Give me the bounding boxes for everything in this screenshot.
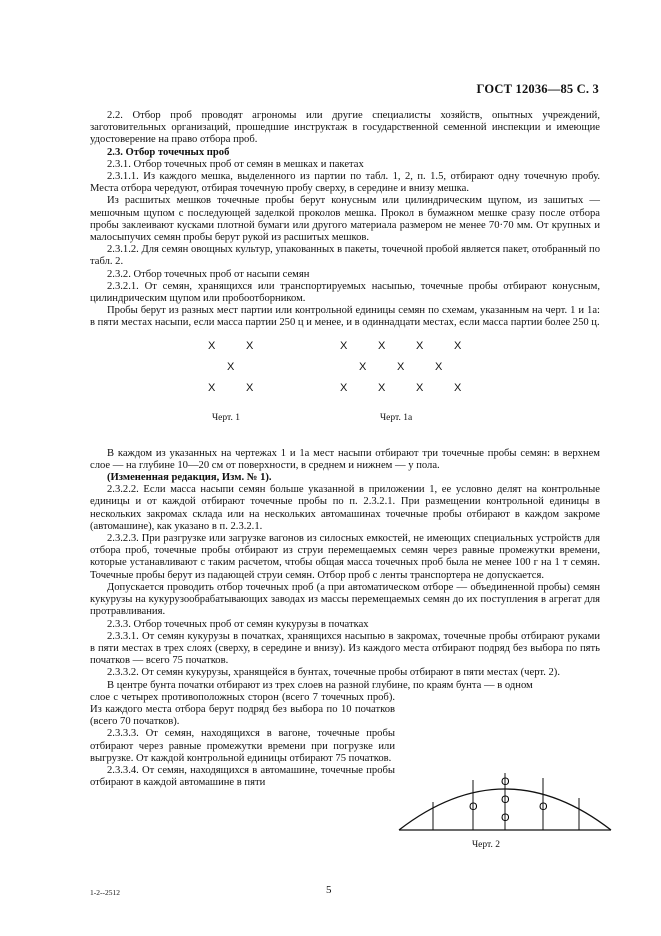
paragraph: В центре бунта початки отбирают из трех слоев на разной глубине, по краям бунта — в одном [107, 679, 533, 691]
paragraph: В каждом из указанных на чертежах 1 и 1а мест насыпи отбирают три точечные пробы семян: в верхнем слое — на глубине 10—20 см от поверхности, в среднем и нижнем — у пола. [90, 447, 600, 471]
sample-point-mark: X [340, 381, 348, 394]
sample-point-mark: X [208, 381, 216, 394]
sample-point-mark: O [501, 812, 510, 824]
sample-point-mark: O [501, 776, 510, 788]
sample-point-mark: X [227, 360, 235, 373]
paragraph: Допускается проводить отбор точечных проб (а при автоматическом отборе — объединенной пробы) семян кукурузы на кукурузообрабатывающих заводах из массы перемещаемых семян до их поступления в агрегат для протравливания. [90, 581, 600, 618]
print-code: 1-2--2512 [90, 888, 120, 897]
sample-point-mark: X [208, 339, 216, 352]
paragraph: 2.3.2.1. От семян, хранящихся или транспортируемых насыпью, точечные пробы отбирают конусным, цилиндрическим щупом или пробоотборником. [90, 280, 600, 305]
page-number: 5 [326, 884, 332, 896]
paragraph: 2.3.1.1. Из каждого мешка, выделенного из партии по табл. 1, 2, п. 1.5, отбирают одну точечную пробу. Места отбора чередуют, отбирая точечную пробу сверху, в середине и внизу мешка. [90, 171, 600, 195]
sample-point-mark: X [246, 339, 254, 352]
figure-2-caption: Черт. 2 [472, 840, 500, 850]
paragraph: 2.3.2. Отбор точечных проб от насыпи семян [107, 268, 310, 280]
page-header: ГОСТ 12036—85 С. 3 [476, 82, 599, 96]
paragraphs-wrapped [90, 692, 395, 790]
sample-point-mark: X [340, 339, 348, 352]
sample-point-mark: X [378, 381, 386, 394]
sample-point-mark: X [416, 339, 424, 352]
sample-point-mark: X [397, 360, 405, 373]
sample-point-mark: X [416, 381, 424, 394]
paragraph: 2.3. Отбор точечных проб [107, 146, 230, 158]
paragraphs-middle [90, 448, 600, 692]
sample-point-mark: O [469, 801, 478, 813]
paragraph: Из расшитых мешков точечные пробы берут конусным или цилиндрическим щупом, из зашитых — мешочным щупом с последующей заделкой проколов мешка. Прокол в бумажном мешке сразу после отбора пробы заклеивают кусками плотной бумаги или другого материала размером не менее 70·70 мм. От крупных и малосыпучих семян пробы берут рукой из расшитых мешков. [90, 195, 600, 244]
sample-point-mark: X [378, 339, 386, 352]
scheme-caption-1: Черт. 1 [212, 412, 240, 423]
paragraph: 2.3.1.2. Для семян овощных культур, упакованных в пакеты, точечной пробой является пакет, отобранный по табл. 2. [90, 244, 600, 268]
paragraph: слое с четырех противоположных сторон (всего 7 точечных проб). Из каждого места отбора берут подряд без выбора по 10 початков (всего 70 початков). [90, 691, 395, 728]
paragraphs-top [90, 110, 600, 330]
sample-point-mark: X [435, 360, 443, 373]
paragraph: (Измененная редакция, Изм. № 1). [107, 472, 272, 484]
scheme-drawings [90, 334, 600, 446]
body-text [90, 110, 600, 789]
figure-2-bunt-diagram [395, 758, 615, 858]
sample-point-mark: X [454, 381, 462, 394]
paragraph: 2.3.3.1. От семян кукурузы в початках, хранящихся насыпью в закромах, точечные пробы отбирают руками в пяти местах в трех слоях (сверху, в середине и внизу). Из каждого места отбирают подряд без выбора по пять початков — всего 75 початков. [90, 630, 600, 667]
paragraph: 2.3.3. Отбор точечных проб от семян кукурузы в початках [107, 618, 369, 630]
scheme-caption-1a: Черт. 1а [380, 412, 413, 423]
sample-point-mark: O [539, 801, 548, 813]
sample-point-mark: X [246, 381, 254, 394]
sample-point-mark: X [359, 360, 367, 373]
paragraph: Пробы берут из разных мест партии или контрольной единицы семян по схемам, указанным на черт. 1 и 1а: в пяти местах насыпи, если масса партии 250 ц и менее, и в одиннадцати местах, если масса партии более 250 ц. [90, 305, 600, 329]
sample-point-mark: O [501, 794, 510, 806]
paragraph: 2.3.3.4. От семян, находящихся в автомашине, точечные пробы отбирают в каждой автомашине в пяти [90, 764, 395, 789]
paragraph: 2.3.2.3. При разгрузке или загрузке вагонов из силосных емкостей, не имеющих специальных устройств для отбора проб, точечные пробы отбирают из струи перемещаемых семян через равные промежутки времени, которые устанавливают с таким расчетом, чтобы общая масса точечных проб была не менее 100 г на 1 т семян. Точечные пробы берут из падающей струи семян. Отбор проб с ленты транспортера не допускается. [90, 533, 600, 581]
paragraph: 2.3.3.2. От семян кукурузы, хранящейся в бунтах, точечные пробы отбирают в пяти местах (черт. 2). [107, 667, 560, 679]
sample-point-mark: X [454, 339, 462, 352]
paragraph: 2.3.3.3. От семян, находящихся в вагоне, точечные пробы отбирают через равные промежутки времени при погрузке или выгрузке. От каждой контрольной единицы отбирают 75 початков. [90, 728, 395, 764]
paragraph: 2.3.2.2. Если масса насыпи семян больше указанной в приложении 1, ее условно делят на контрольные единицы и от каждой отбирают точечные пробы по п. 2.3.2.1. При размещении контрольной единицы в нескольких закромах склада или на нескольких автомашинах точечные пробы отбирают в каждом закроме (автомашине), как указано в п. 2.3.2.1. [90, 484, 600, 532]
paragraph: 2.2. Отбор проб проводят агрономы или другие специалисты хозяйств, опытных учреждений, заготовительных организаций, прошедшие инструктаж в государственной семенной инспекции и имеющие удостоверение на право отбора проб. [90, 110, 600, 146]
paragraph: 2.3.1. Отбор точечных проб от семян в мешках и пакетах [107, 158, 364, 170]
